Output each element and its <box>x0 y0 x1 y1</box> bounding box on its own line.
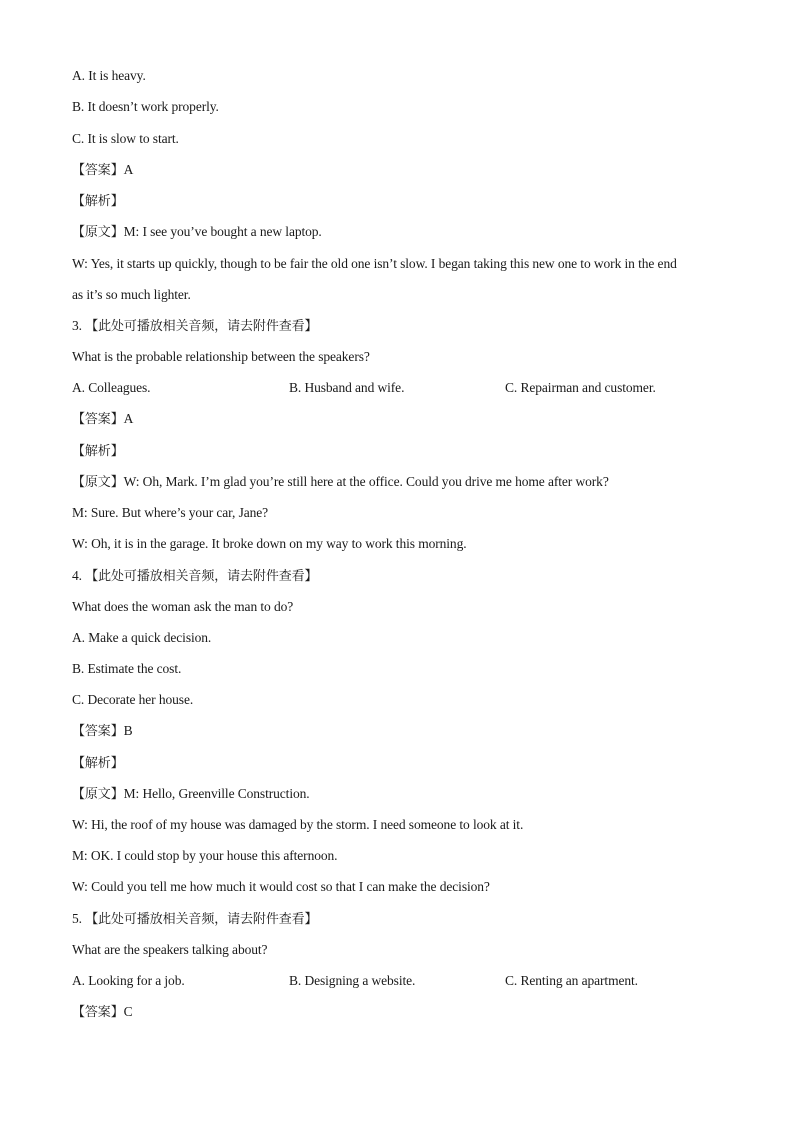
q2-analysis-label: 【解析】 <box>72 194 124 209</box>
q2-option-b: B. It doesn’t work properly. <box>72 99 219 114</box>
q3-answer-value: A <box>123 411 134 426</box>
q3-transcript-label: 【原文】 <box>72 475 124 490</box>
q3-answer <box>72 410 133 429</box>
q4-number: 4. <box>72 568 82 583</box>
q5-audio-note: 【此处可播放相关音频，请去附件查看】 <box>85 912 318 927</box>
q3-number: 3. <box>72 318 82 333</box>
q4-transcript-line-1 <box>72 785 310 804</box>
q3-question: What is the probable relationship between the speakers? <box>72 349 370 364</box>
q3-option-c: C. Repairman and customer. <box>505 380 656 395</box>
q2-analysis <box>72 192 124 211</box>
q4-answer <box>72 722 133 741</box>
q5-header <box>72 910 317 929</box>
q2-answer <box>72 161 133 180</box>
q5-question: What are the speakers talking about? <box>72 942 268 957</box>
q5-option-c: C. Renting an apartment. <box>505 973 638 988</box>
q4-option-c: C. Decorate her house. <box>72 692 194 707</box>
q3-analysis <box>72 442 124 461</box>
q5-option-b: B. Designing a website. <box>289 973 416 988</box>
q2-answer-value: A <box>123 162 134 177</box>
q3-transcript-text-1: W: Oh, Mark. I’m glad you’re still here at the office. Could you drive me home after work? <box>123 474 609 489</box>
q3-transcript-line-1 <box>72 473 609 492</box>
q3-transcript-line-2: M: Sure. But where’s your car, Jane? <box>72 505 269 520</box>
q2-transcript-text-1: M: I see you’ve bought a new laptop. <box>123 224 322 239</box>
q4-option-b: B. Estimate the cost. <box>72 661 182 676</box>
q3-analysis-label: 【解析】 <box>72 444 124 459</box>
q2-transcript-line-3: as it’s so much lighter. <box>72 287 191 302</box>
q4-header <box>72 567 317 586</box>
q5-answer-label: 【答案】 <box>72 1005 124 1020</box>
q2-option-a: A. It is heavy. <box>72 68 146 83</box>
q4-transcript-line-2: W: Hi, the roof of my house was damaged by the storm. I need someone to look at it. <box>72 817 524 832</box>
q4-audio-note: 【此处可播放相关音频，请去附件查看】 <box>85 569 318 584</box>
q5-option-a: A. Looking for a job. <box>72 973 185 988</box>
q4-question: What does the woman ask the man to do? <box>72 599 294 614</box>
q4-transcript-text-1: M: Hello, Greenville Construction. <box>123 786 310 801</box>
q5-number: 5. <box>72 911 82 926</box>
q2-answer-label: 【答案】 <box>72 163 124 178</box>
q3-option-a: A. Colleagues. <box>72 380 151 395</box>
q4-answer-value: B <box>123 723 133 738</box>
q5-answer <box>72 1003 133 1022</box>
q2-transcript-line-1 <box>72 223 322 242</box>
q3-option-b: B. Husband and wife. <box>289 380 405 395</box>
q4-transcript-line-3: M: OK. I could stop by your house this afternoon. <box>72 848 338 863</box>
q2-transcript-label: 【原文】 <box>72 225 124 240</box>
q3-transcript-line-3: W: Oh, it is in the garage. It broke down on my way to work this morning. <box>72 536 467 551</box>
q2-transcript-line-2: W: Yes, it starts up quickly, though to be fair the old one isn’t slow. I began taking this new one to work in the end <box>72 256 677 271</box>
q2-option-c: C. It is slow to start. <box>72 131 179 146</box>
q4-transcript-label: 【原文】 <box>72 787 124 802</box>
q4-analysis <box>72 754 124 773</box>
q4-analysis-label: 【解析】 <box>72 756 124 771</box>
q4-option-a: A. Make a quick decision. <box>72 630 212 645</box>
q5-answer-value: C <box>123 1004 133 1019</box>
q4-answer-label: 【答案】 <box>72 724 124 739</box>
q4-transcript-line-4: W: Could you tell me how much it would cost so that I can make the decision? <box>72 879 490 894</box>
q3-answer-label: 【答案】 <box>72 412 124 427</box>
q3-header <box>72 317 317 336</box>
q3-audio-note: 【此处可播放相关音频，请去附件查看】 <box>85 319 318 334</box>
